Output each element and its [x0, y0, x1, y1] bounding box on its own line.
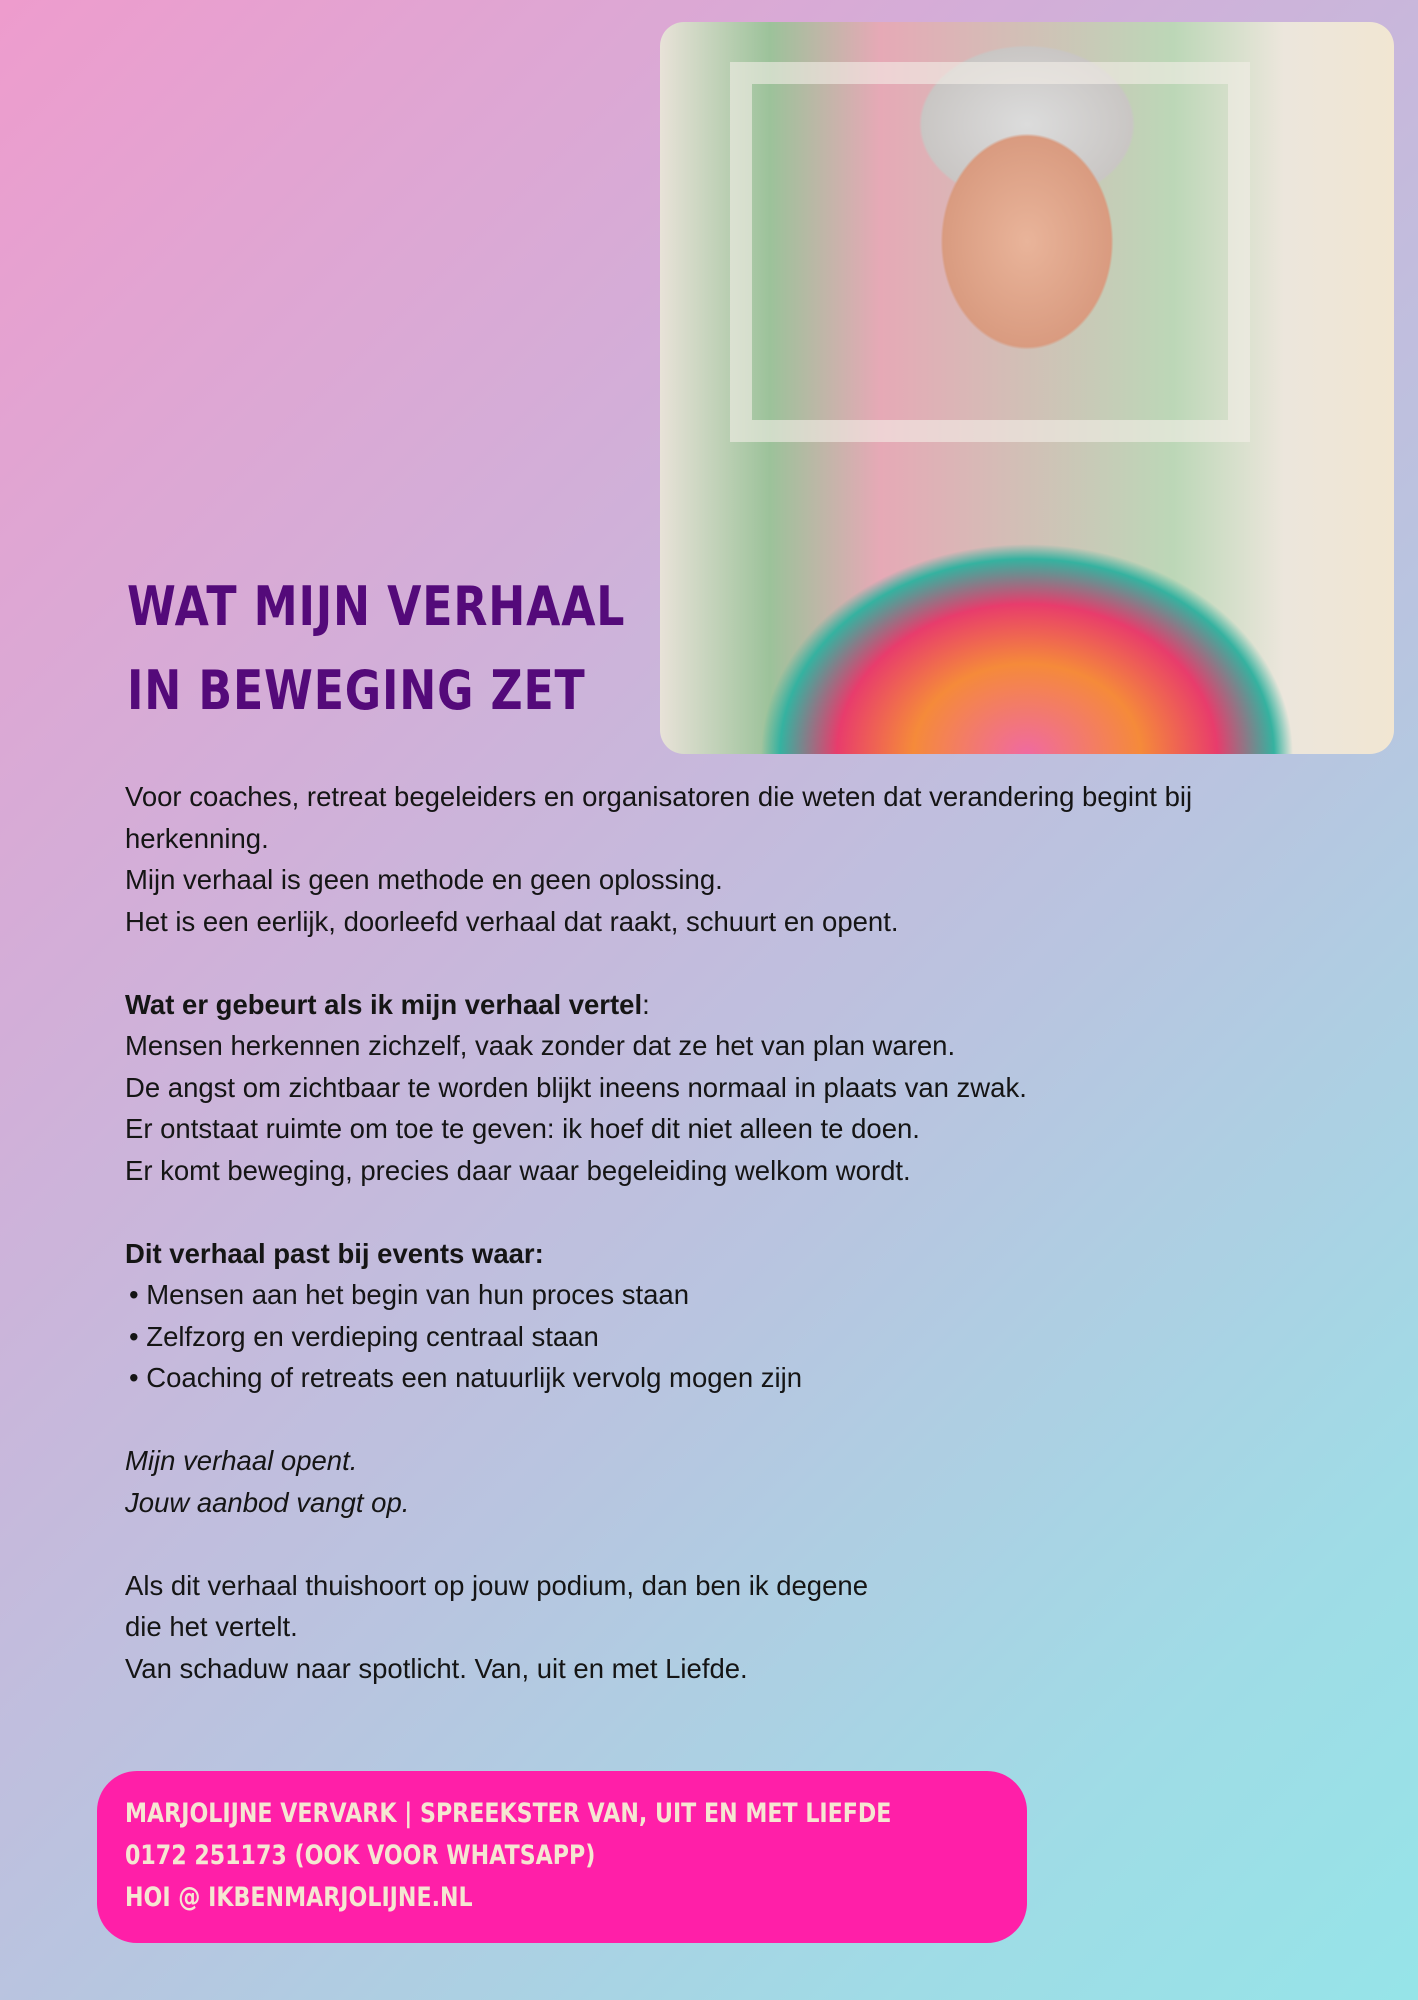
contact-box [97, 1771, 1027, 1943]
what-happens-line: Mensen herkennen zichzelf, vaak zonder dat ze het van plan waren. [125, 1030, 956, 1061]
title-line-1: WAT MIJN VERHAAL [127, 575, 626, 638]
quote-line: Jouw aanbod vangt op. [125, 1486, 410, 1518]
speaker-portrait-photo [660, 22, 1394, 754]
section-heading-events: Dit verhaal past bij events waar: [125, 1237, 544, 1269]
contact-phone[interactable]: 0172 251173 (OOK VOOR WHATSAPP) [125, 1840, 596, 1871]
bullet-item: • Zelfzorg en verdieping centraal staan [129, 1320, 599, 1352]
intro-line: Voor coaches, retreat begeleiders en organisatoren die weten dat verandering begint bij herkenning. [125, 781, 1193, 854]
bullet-item: • Mensen aan het begin van hun proces staan [129, 1279, 690, 1310]
window-background [730, 62, 1250, 442]
closing-line: Als dit verhaal thuishoort op jouw podium, dan ben ik degene [125, 1569, 868, 1601]
intro-line: Mijn verhaal is geen methode en geen oplossing. [125, 864, 723, 895]
what-happens-line: De angst om zichtbaar te worden blijkt ineens normaal in plaats van zwak. [125, 1071, 1027, 1103]
quote-line: Mijn verhaal opent. [125, 1445, 358, 1476]
body-text [125, 776, 1285, 1689]
colon: : [642, 988, 650, 1020]
what-happens-title: Wat er gebeurt als ik mijn verhaal vertel [125, 988, 643, 1020]
title-line-2: IN BEWEGING ZET [127, 659, 586, 722]
bullet-item: • Coaching of retreats een natuurlijk vervolg mogen zijn [129, 1362, 803, 1393]
section-heading-what-happens [125, 984, 1285, 1026]
intro-line: Het is een eerlijk, doorleefd verhaal dat raakt, schuurt en opent. [125, 905, 899, 937]
closing-line: Van schaduw naar spotlicht. Van, uit en met Liefde. [125, 1652, 748, 1684]
contact-name: MARJOLIJNE VERVARK | SPREEKSTER VAN, UIT EN MET LIEFDE [125, 1798, 892, 1829]
what-happens-line: Er komt beweging, precies daar waar begeleiding welkom wordt. [125, 1154, 911, 1186]
contact-email[interactable]: HOI @ IKBENMARJOLIJNE.NL [125, 1882, 473, 1913]
page-title [127, 565, 625, 733]
closing-line: die het vertelt. [125, 1611, 298, 1642]
what-happens-line: Er ontstaat ruimte om toe te geven: ik hoef dit niet alleen te doen. [125, 1113, 920, 1144]
